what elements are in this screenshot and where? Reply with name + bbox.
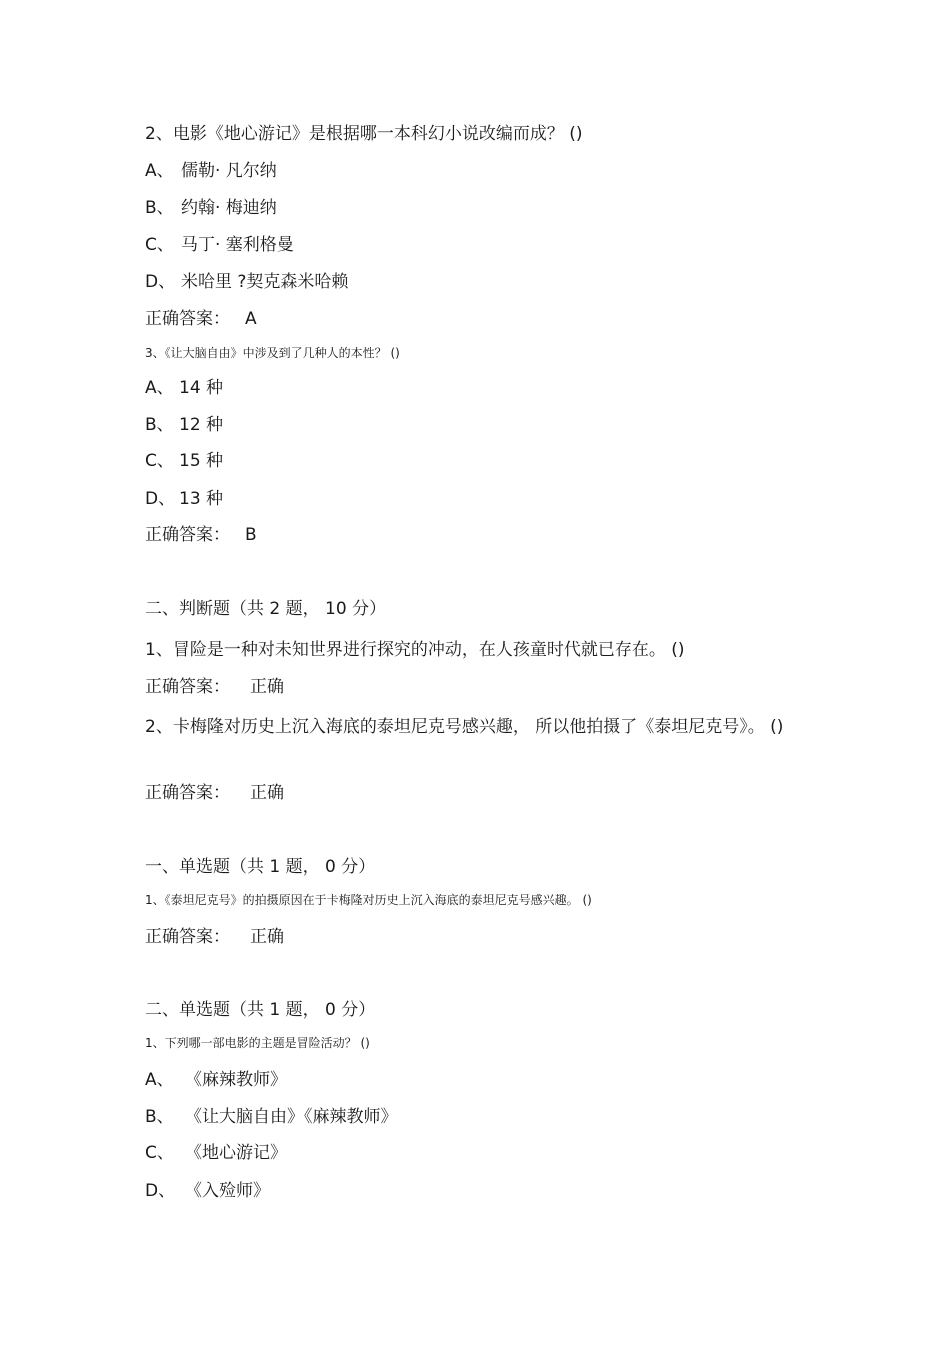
option-text: 儒勒· 凡尔纳 — [181, 161, 277, 181]
option-letter: D、 — [145, 1181, 176, 1201]
option-text: 12 种 — [179, 415, 224, 435]
option-text: 约翰· 梅迪纳 — [181, 198, 277, 218]
section-heading: 一、单选题（共 1 题， 0 分） — [145, 857, 376, 877]
option-c — [145, 1142, 287, 1164]
answer-row — [145, 308, 257, 330]
answer-label: 正确答案： — [145, 677, 230, 697]
option-d — [145, 1180, 270, 1202]
option-d — [145, 271, 348, 293]
answer-value: 正确 — [250, 783, 284, 803]
option-text: 14 种 — [179, 378, 224, 398]
answer-label: 正确答案： — [145, 927, 230, 947]
option-letter: C、 — [145, 451, 174, 471]
option-text: 15 种 — [179, 451, 224, 471]
option-b — [145, 414, 223, 436]
option-letter: D、 — [145, 489, 176, 509]
option-a — [145, 377, 223, 399]
option-c — [145, 450, 223, 472]
option-text: 13 种 — [179, 489, 224, 509]
answer-value: 正确 — [250, 677, 284, 697]
answer-row — [145, 676, 284, 698]
option-letter: D、 — [145, 272, 176, 292]
option-letter: A、 — [145, 378, 174, 398]
option-text: 马丁· 塞利格曼 — [181, 235, 294, 255]
question-1-text: 1、冒险是一种对未知世界进行探究的冲动，在人孩童时代就已存在。 () — [145, 640, 685, 660]
option-letter: C、 — [145, 235, 174, 255]
answer-row — [145, 782, 284, 804]
question-2-text: 2、卡梅隆对历史上沉入海底的泰坦尼克号感兴趣， 所以他拍摄了《泰坦尼克号》。 () — [145, 717, 784, 737]
answer-value: B — [245, 525, 257, 545]
section-heading: 二、单选题（共 1 题， 0 分） — [145, 1000, 376, 1020]
question-2-text: 2、电影《地心游记》是根据哪一本科幻小说改编而成？ () — [145, 124, 583, 144]
answer-row — [145, 524, 257, 546]
question-3-text: 3、《让大脑自由》中涉及到了几种人的本性？ () — [145, 346, 400, 360]
option-b — [145, 197, 277, 219]
option-text: 《让大脑自由》《麻辣教师》 — [185, 1107, 398, 1127]
option-text: 米哈里 ?契克森米哈赖 — [181, 272, 349, 292]
option-a — [145, 1069, 287, 1091]
option-text: 《地心游记》 — [185, 1143, 287, 1163]
question-1-text: 1、《泰坦尼克号》的拍摄原因在于卡梅隆对历史上沉入海底的泰坦尼克号感兴趣。 () — [145, 893, 592, 907]
option-letter: B、 — [145, 1107, 174, 1127]
option-letter: B、 — [145, 198, 174, 218]
option-c — [145, 234, 294, 256]
answer-value: A — [245, 309, 257, 329]
option-d — [145, 488, 223, 510]
option-letter: A、 — [145, 161, 174, 181]
option-b — [145, 1106, 398, 1128]
section-heading: 二、判断题（共 2 题， 10 分） — [145, 599, 387, 619]
answer-row — [145, 926, 284, 948]
option-letter: C、 — [145, 1143, 174, 1163]
answer-value: 正确 — [250, 927, 284, 947]
option-letter: B、 — [145, 415, 174, 435]
answer-label: 正确答案： — [145, 309, 230, 329]
option-letter: A、 — [145, 1070, 174, 1090]
answer-label: 正确答案： — [145, 783, 230, 803]
answer-label: 正确答案： — [145, 525, 230, 545]
option-a — [145, 160, 277, 182]
question-1-text: 1、下列哪一部电影的主题是冒险活动？ () — [145, 1036, 370, 1050]
option-text: 《入殓师》 — [185, 1181, 270, 1201]
option-text: 《麻辣教师》 — [185, 1070, 287, 1090]
